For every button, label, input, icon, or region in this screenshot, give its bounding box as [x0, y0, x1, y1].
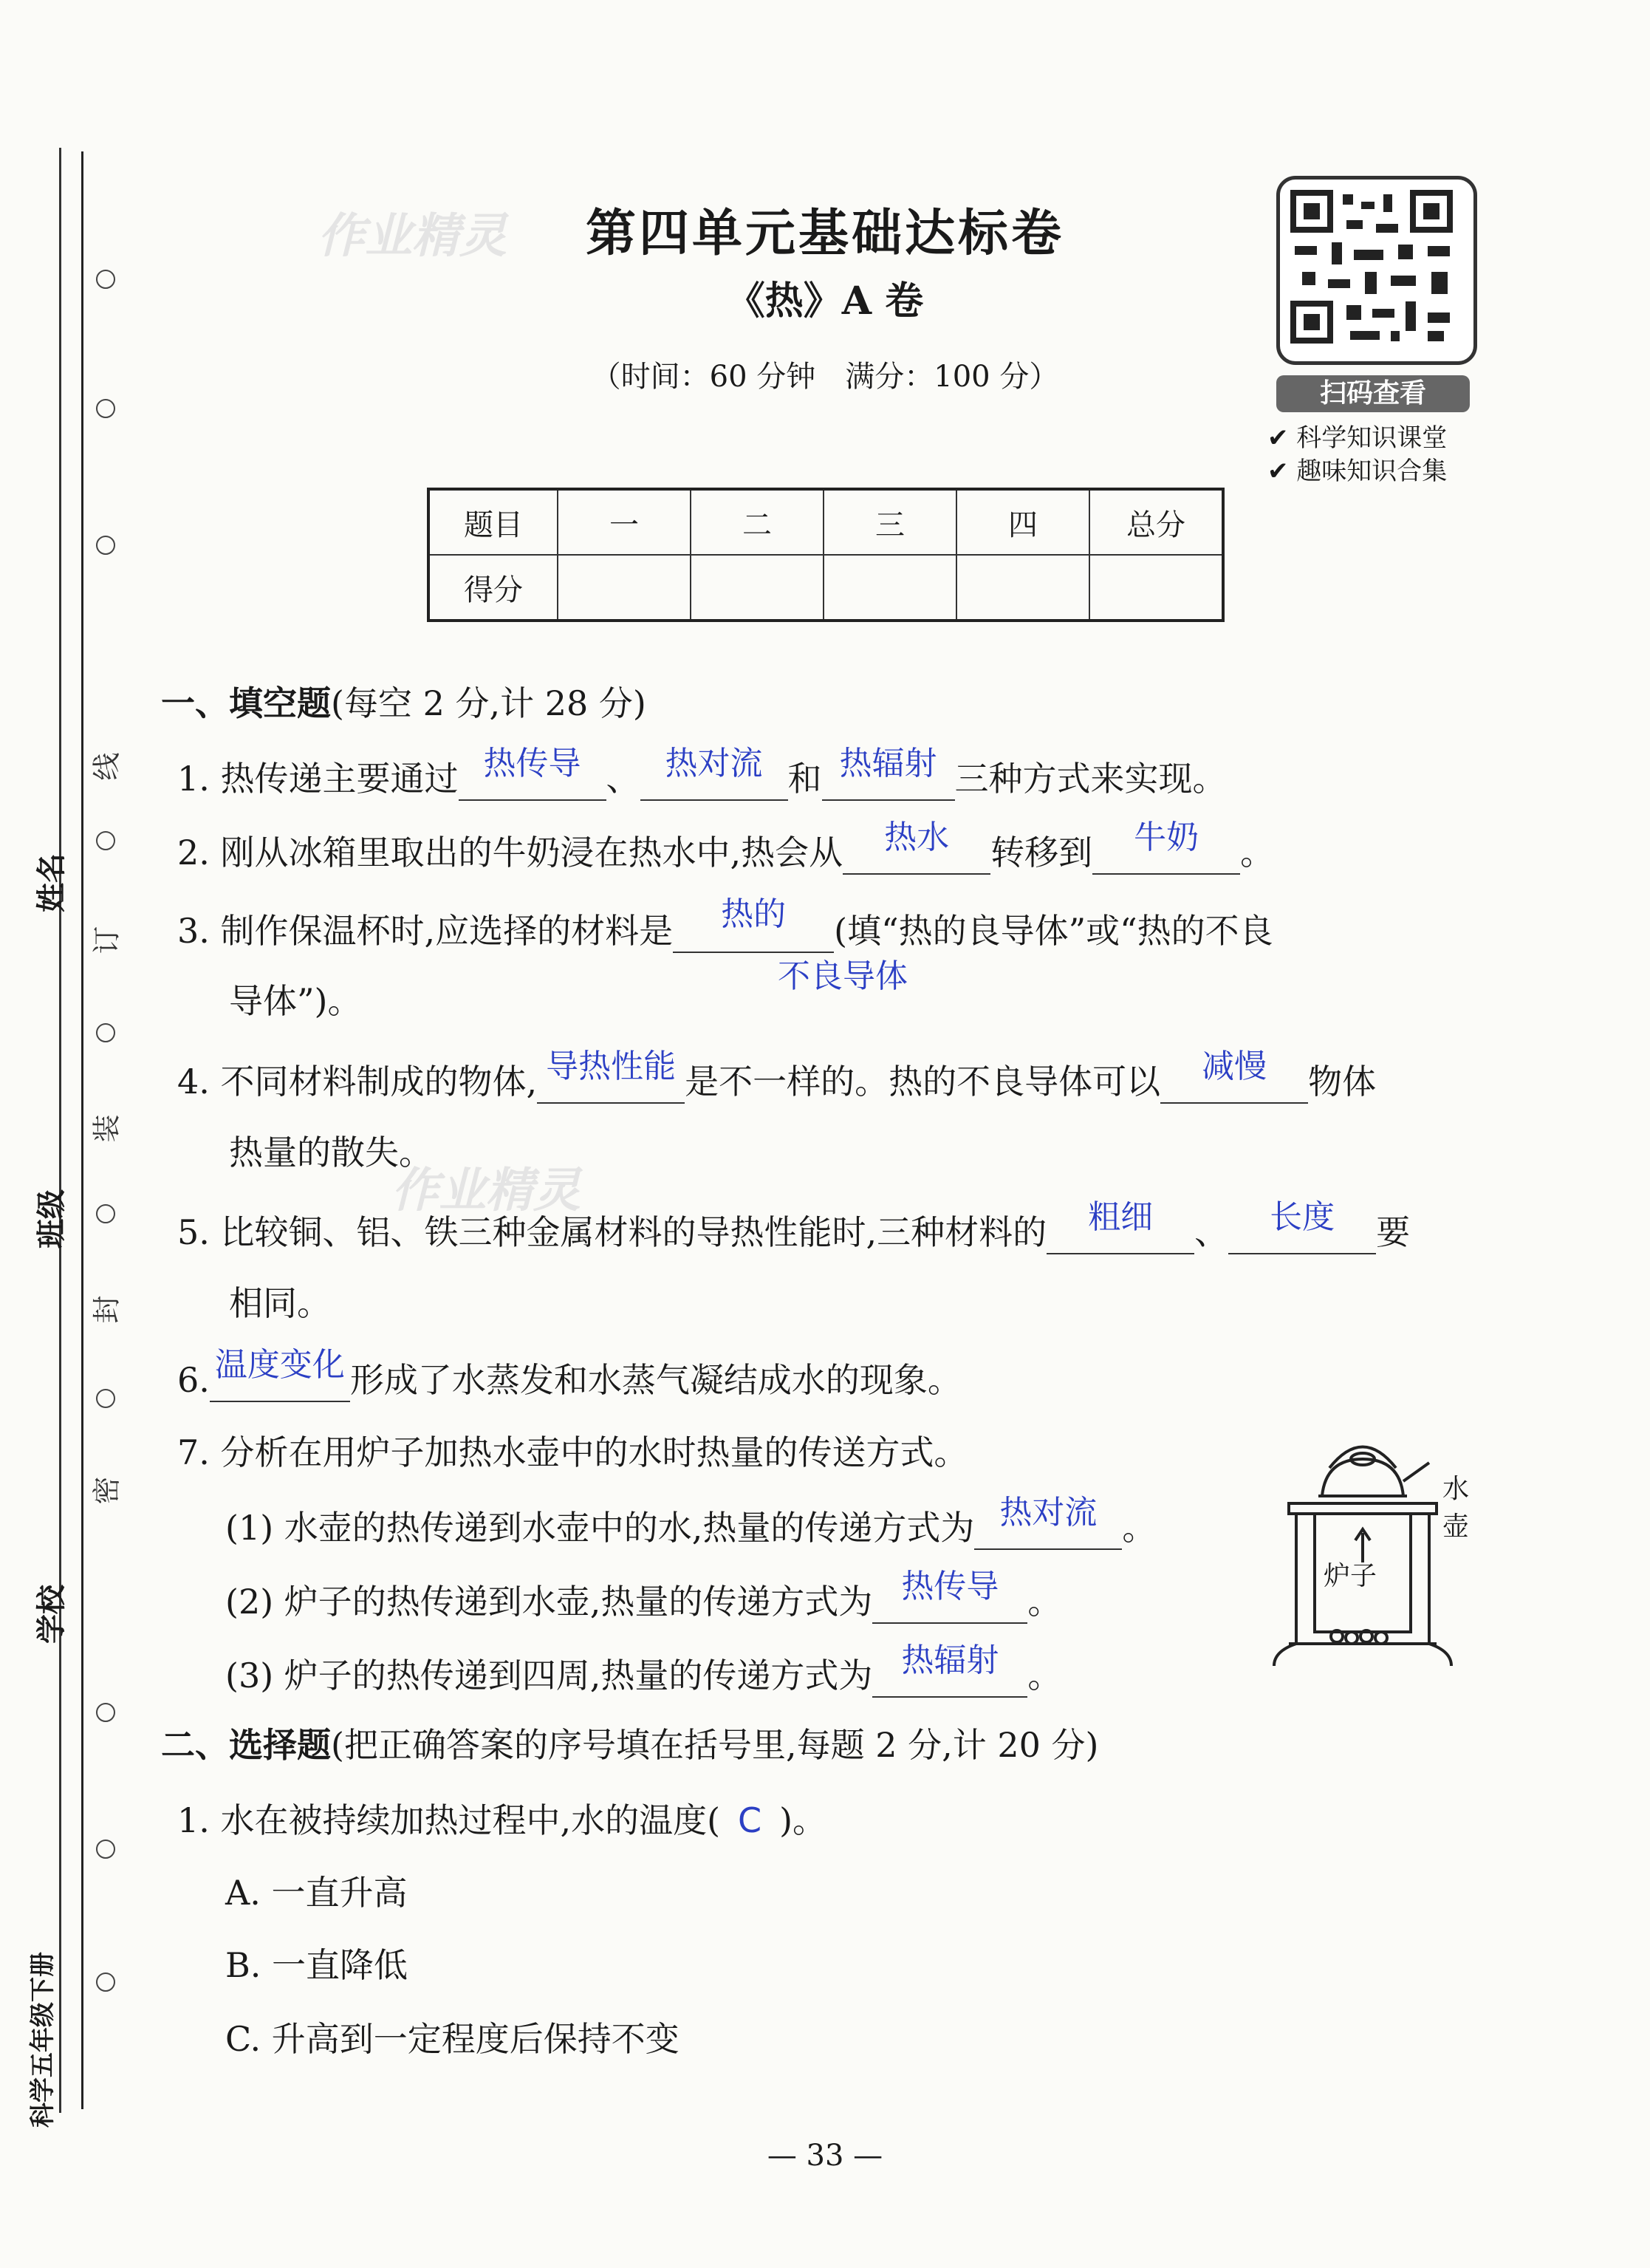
answer-text: 热对流	[999, 1494, 1098, 1531]
answer-blank[interactable]	[1047, 1198, 1194, 1254]
answer-text: 导热性能	[546, 1048, 677, 1085]
class-field-line	[59, 997, 61, 1182]
binding-circle	[96, 1703, 115, 1722]
section1-heading	[161, 681, 646, 725]
binding-circle	[96, 1023, 115, 1042]
answer-text: 减慢	[1202, 1048, 1267, 1085]
q-text: 和	[787, 759, 822, 799]
book-label: 科学五年级下册	[28, 1952, 58, 2128]
q-text: 4. 不同材料制成的物体,	[177, 1062, 538, 1101]
answer-blank[interactable]	[974, 1494, 1122, 1550]
answer-blank[interactable]	[640, 745, 788, 801]
answer-text: 热对流	[665, 745, 763, 782]
answer-blank[interactable]	[1228, 1198, 1376, 1254]
answer-blank[interactable]	[822, 745, 955, 801]
option-a[interactable]: A. 一直升高	[225, 1873, 408, 1913]
score-cell[interactable]	[691, 555, 824, 621]
answer-text: 温度变化	[214, 1346, 345, 1384]
question-1-5-cont: 相同。	[229, 1283, 331, 1323]
q-text: 、	[1194, 1212, 1229, 1252]
answer-blank[interactable]	[872, 1568, 1027, 1624]
score-header: 一	[558, 489, 691, 555]
binding-circle	[96, 536, 115, 555]
question-1-2	[177, 819, 1275, 875]
q-text: 物体	[1308, 1062, 1377, 1101]
binding-circle	[96, 1972, 115, 1992]
answer-text: 粗细	[1088, 1198, 1154, 1236]
answer-text: 热的	[721, 895, 787, 933]
binding-char-seal: 封	[90, 1295, 123, 1324]
qr-code-icon[interactable]	[1276, 176, 1477, 365]
q-text: 是不一样的。热的不良导体可以	[685, 1062, 1161, 1101]
binding-char-line: 线	[90, 752, 123, 781]
question-1-7-1	[225, 1494, 1157, 1550]
section2-heading	[161, 1723, 1098, 1767]
binding-circle	[96, 1204, 115, 1223]
q-text: 转移到	[990, 833, 1093, 872]
question-1-7-3	[225, 1642, 1062, 1698]
q-text: (1) 水壶的热传递到水壶中的水,热量的传递方式为	[225, 1508, 975, 1548]
q-text: )。	[779, 1800, 827, 1840]
q-text: 。	[1027, 1656, 1062, 1695]
score-header: 总分	[1089, 489, 1223, 555]
q-text: 三种方式来实现。	[954, 759, 1227, 799]
answer-text-line2: 不良导体	[778, 957, 908, 995]
q-text: 6.	[177, 1360, 210, 1400]
page-number: — 33 —	[767, 2139, 883, 2173]
q-text: (3) 炉子的热传递到四周,热量的传递方式为	[225, 1656, 873, 1695]
answer-text: 热水	[884, 819, 950, 856]
q-text: 1. 水在被持续加热过程中,水的温度(	[177, 1800, 721, 1840]
answer-text: 长度	[1270, 1198, 1335, 1236]
question-1-5	[177, 1198, 1411, 1254]
question-1-3	[177, 895, 1273, 953]
score-cell[interactable]	[1089, 555, 1223, 621]
section1-note: (每空 2 分,计 28 分)	[331, 683, 646, 723]
choice-answer[interactable]: C	[738, 1800, 762, 1840]
question-1-7-2	[225, 1568, 1062, 1624]
q-text: 2. 刚从冰箱里取出的牛奶浸在热水中,热会从	[177, 833, 843, 872]
answer-text: 热传导	[901, 1568, 999, 1605]
section2-title: 二、选择题	[161, 1725, 331, 1765]
score-header: 题目	[428, 489, 558, 555]
answer-blank[interactable]	[843, 819, 990, 875]
score-header: 四	[956, 489, 1089, 555]
option-b[interactable]: B. 一直降低	[225, 1945, 408, 1985]
score-cell[interactable]	[558, 555, 691, 621]
option-c[interactable]: C. 升高到一定程度后保持不变	[225, 2019, 679, 2059]
figure-label-stove: 炉子	[1324, 1561, 1377, 1591]
page-subtitle: 《热》A 卷	[726, 279, 924, 324]
watermark: 作业精灵	[391, 1164, 581, 1218]
q-text: 5. 比较铜、铝、铁三种金属材料的导热性能时,三种材料的	[177, 1212, 1047, 1252]
qr-item-fun: ✔ 趣味知识合集	[1267, 457, 1448, 486]
binding-circle	[96, 1389, 115, 1408]
binding-char-bind: 装	[90, 1114, 123, 1143]
watermark: 作业精灵	[318, 209, 507, 264]
score-header: 二	[691, 489, 824, 555]
question-1-4	[177, 1048, 1377, 1104]
q-text: 。	[1122, 1508, 1157, 1548]
q-text: 。	[1240, 833, 1275, 872]
q-text: 3. 制作保温杯时,应选择的材料是	[177, 911, 674, 951]
answer-text: 牛奶	[1134, 819, 1199, 856]
answer-blank[interactable]	[459, 745, 606, 801]
answer-text: 热辐射	[839, 745, 937, 782]
q-text: 、	[606, 759, 640, 799]
answer-blank[interactable]	[210, 1346, 350, 1402]
page-title: 第四单元基础达标卷	[585, 204, 1064, 263]
score-table	[427, 488, 1225, 622]
score-cell[interactable]	[956, 555, 1089, 621]
q-text: 1. 热传递主要通过	[177, 759, 459, 799]
question-1-6	[177, 1346, 962, 1402]
answer-blank[interactable]	[872, 1642, 1027, 1698]
school-field-line	[59, 1359, 61, 1574]
q-text: (2) 炉子的热传递到水壶,热量的传递方式为	[225, 1582, 873, 1622]
question-2-1	[177, 1798, 826, 1842]
question-1-4-cont: 热量的散失。	[229, 1133, 433, 1172]
binding-circle	[96, 831, 115, 850]
question-1-7: 7. 分析在用炉子加热水壶中的水时热量的传送方式。	[177, 1432, 968, 1472]
binding-char-staple: 订	[90, 926, 123, 954]
question-1-1	[177, 745, 1227, 801]
q-text: 要	[1376, 1212, 1411, 1252]
q-text: (填“热的良导体”或“热的不良	[834, 911, 1273, 951]
answer-blank[interactable]	[1160, 1048, 1308, 1104]
answer-blank[interactable]	[537, 1048, 685, 1104]
answer-blank[interactable]	[673, 895, 834, 953]
score-header: 三	[824, 489, 956, 555]
section1-title: 一、填空题	[161, 683, 331, 723]
answer-text: 热辐射	[901, 1642, 999, 1679]
question-1-3-cont: 导体”)。	[229, 981, 362, 1021]
class-label: 班级	[35, 1189, 69, 1249]
kettle-stove-figure	[1270, 1430, 1492, 1681]
qr-item-science: ✔ 科学知识课堂	[1267, 423, 1448, 453]
binding-circle	[96, 399, 115, 418]
score-cell[interactable]	[824, 555, 956, 621]
name-field-line	[59, 643, 61, 827]
q-text: 。	[1027, 1582, 1062, 1622]
score-row-label: 得分	[428, 555, 558, 621]
binding-circle	[96, 1840, 115, 1859]
section2-note: (把正确答案的序号填在括号里,每题 2 分,计 20 分)	[331, 1725, 1099, 1765]
binding-char-secret: 密	[90, 1476, 123, 1505]
time-info: （时间：60 分钟 满分：100 分）	[591, 360, 1059, 394]
answer-blank[interactable]	[1092, 819, 1240, 875]
scan-tag[interactable]: 扫码查看	[1276, 375, 1470, 412]
answer-text: 热传导	[483, 745, 581, 782]
q-text: 形成了水蒸发和水蒸气凝结成水的现象。	[349, 1360, 962, 1400]
school-label: 学校	[35, 1585, 69, 1644]
name-label: 姓名	[35, 853, 69, 912]
figure-label-kettle: 水壶	[1442, 1474, 1470, 1542]
